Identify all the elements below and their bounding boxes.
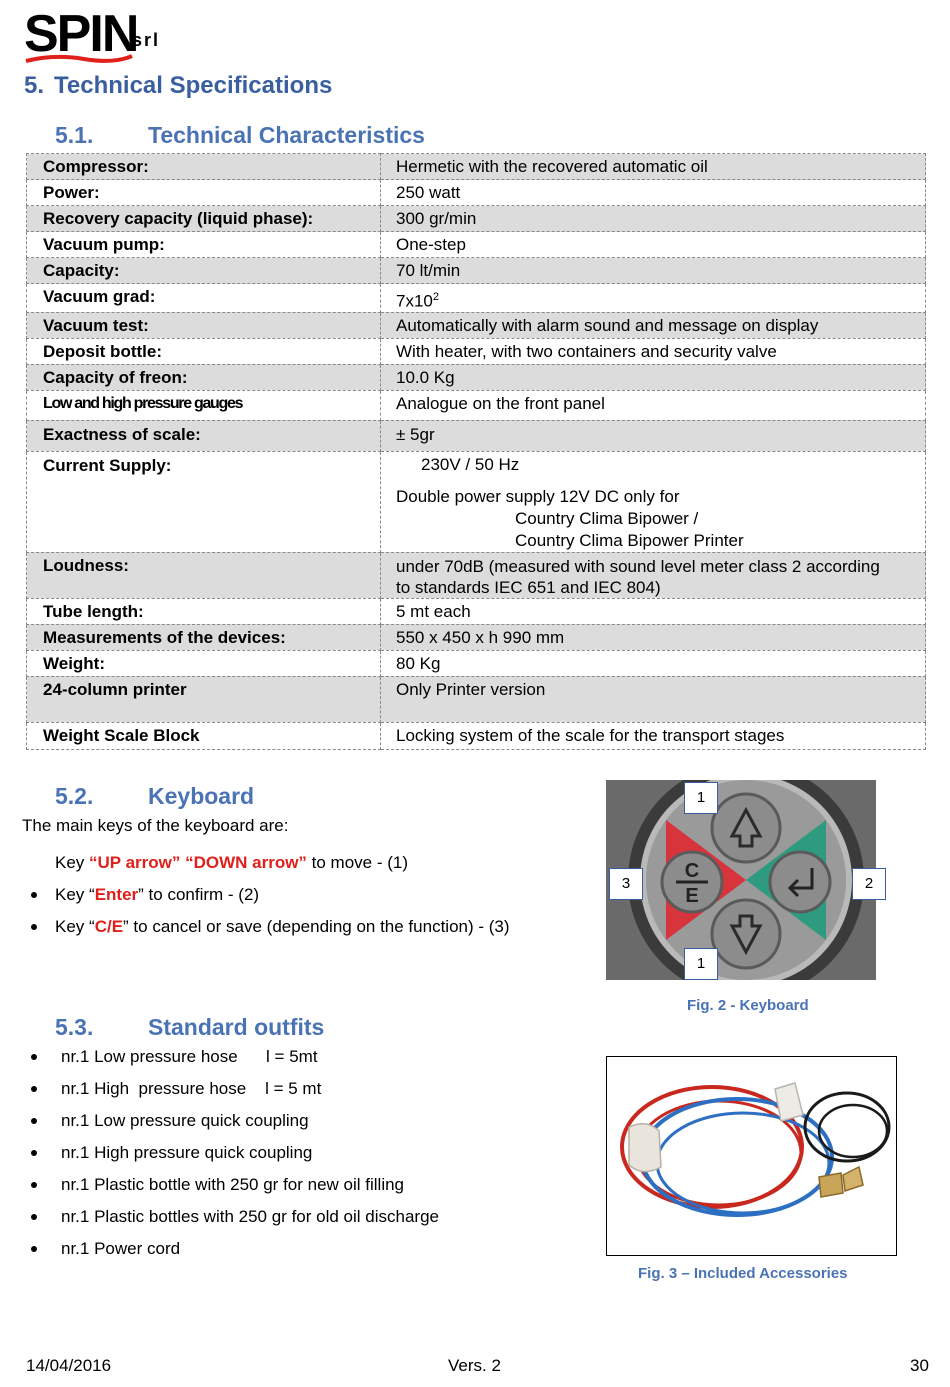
- bullet-dot: [31, 892, 37, 898]
- spec-key: Low and high pressure gauges: [27, 390, 381, 420]
- logo-text: SPIN: [24, 5, 138, 63]
- bullet-dot: [31, 1214, 37, 1220]
- bullet-dot: [31, 1086, 37, 1092]
- key-name-ce: C/E: [94, 917, 124, 936]
- table-row: [27, 624, 926, 650]
- section-title-5-1: [55, 122, 455, 150]
- table-row: [27, 650, 926, 676]
- text-fragment: ” to confirm - (2): [138, 885, 260, 904]
- list-item: nr.1 Plastic bottles with 250 gr for old oil discharge: [61, 1207, 439, 1226]
- key-name-enter: Enter: [94, 885, 139, 904]
- ce-key-label-e: E: [685, 885, 699, 907]
- spec-value: ± 5gr: [381, 420, 926, 451]
- table-row: [27, 284, 926, 313]
- spec-key: 24-column printer: [27, 676, 381, 722]
- bullet-dot: [31, 924, 37, 930]
- table-row: [27, 598, 926, 624]
- text-fragment: to move - (1): [306, 853, 409, 872]
- spec-value: 80 Kg: [381, 650, 926, 676]
- accessories-figure: [606, 1056, 897, 1256]
- text-fragment: Key “: [55, 885, 95, 904]
- spec-value: 300 gr/min: [381, 206, 926, 232]
- plastic-bottle-2: [775, 1083, 803, 1121]
- spec-value-line: Country Clima Bipower Printer: [515, 530, 744, 550]
- table-row: [27, 420, 926, 451]
- bullet-dot: [31, 1182, 37, 1188]
- spec-value: 250 watt: [381, 180, 926, 206]
- specs-table: [26, 153, 926, 750]
- spec-value: Automatically with alarm sound and message on display: [381, 312, 926, 338]
- spec-value: 10.0 Kg: [381, 364, 926, 390]
- up-key: [712, 794, 780, 862]
- accessories-illustration: [607, 1057, 896, 1255]
- spec-value: [381, 552, 926, 598]
- list-item: nr.1 High pressure quick coupling: [61, 1143, 313, 1162]
- spec-key: Capacity:: [27, 258, 381, 284]
- spec-key: Weight Scale Block: [27, 722, 381, 749]
- section-number: 5.2.: [55, 783, 94, 809]
- table-row: [27, 232, 926, 258]
- spec-key: Tube length:: [27, 598, 381, 624]
- figure-caption-keyboard: Fig. 2 - Keyboard: [687, 997, 809, 1014]
- spec-value: Hermetic with the recovered automatic oil: [381, 154, 926, 180]
- down-key: [712, 900, 780, 968]
- spec-value: [381, 451, 926, 552]
- spec-value: One-step: [381, 232, 926, 258]
- spec-value: Locking system of the scale for the transport stages: [381, 722, 926, 749]
- callout-up: 1: [684, 782, 718, 814]
- section-heading: Keyboard: [148, 783, 255, 809]
- bullet-dot: [31, 1054, 37, 1060]
- keyboard-illustration: [606, 780, 876, 980]
- ce-key-label-c: C: [684, 860, 700, 882]
- callout-down: 1: [684, 948, 718, 980]
- section-number: 5.: [24, 72, 45, 99]
- spec-value: Analogue on the front panel: [381, 390, 926, 420]
- spec-key: Exactness of scale:: [27, 420, 381, 451]
- spec-value: Only Printer version: [381, 676, 926, 722]
- spec-value-line: Double power supply 12V DC only for: [396, 486, 680, 506]
- section-heading: Standard outfits: [148, 1014, 325, 1040]
- table-row: [27, 180, 926, 206]
- section-title-5-2: [55, 783, 455, 811]
- spec-value-base: 7x10: [396, 291, 433, 311]
- logo-swoosh: [24, 52, 134, 66]
- section-number: 5.3.: [55, 1014, 94, 1040]
- table-row: [27, 364, 926, 390]
- list-item: nr.1 Plastic bottle with 250 gr for new oil filling: [61, 1175, 405, 1194]
- table-row: [27, 258, 926, 284]
- logo-suffix: srl: [132, 30, 161, 50]
- table-row: [27, 390, 926, 420]
- list-item: nr.1 High pressure hose l = 5 mt: [61, 1079, 322, 1098]
- quick-coupling: [819, 1173, 843, 1197]
- spec-value: [381, 284, 926, 313]
- spec-key: Weight:: [27, 650, 381, 676]
- keyboard-item-ce: [55, 917, 510, 937]
- spec-value-exponent: 2: [432, 291, 439, 303]
- bullet-dot: [31, 1118, 37, 1124]
- spec-key: Compressor:: [27, 154, 381, 180]
- table-row: [27, 451, 926, 552]
- spec-value-line: to standards IEC 651 and IEC 804): [396, 577, 661, 597]
- spec-value-line: Country Clima Bipower /: [515, 508, 699, 528]
- text-fragment: Key: [55, 853, 90, 872]
- spec-value: 5 mt each: [381, 598, 926, 624]
- key-name-down: “DOWN arrow”: [185, 853, 307, 872]
- table-row: [27, 154, 926, 180]
- spec-value-line: 230V / 50 Hz: [421, 454, 520, 474]
- table-row: [27, 312, 926, 338]
- spec-key: Measurements of the devices:: [27, 624, 381, 650]
- table-row: [27, 676, 926, 722]
- list-item: nr.1 Low pressure quick coupling: [61, 1111, 309, 1130]
- table-row: [27, 722, 926, 749]
- section-title-5-3: [55, 1014, 455, 1042]
- enter-key: [770, 852, 830, 912]
- figure-caption-accessories: Fig. 3 – Included Accessories: [638, 1265, 848, 1282]
- spec-key: Current Supply:: [27, 451, 381, 552]
- section-number: 5.1.: [55, 122, 94, 148]
- spec-key: Capacity of freon:: [27, 364, 381, 390]
- table-row: [27, 338, 926, 364]
- keyboard-figure: [606, 780, 876, 980]
- footer-version: Vers. 2: [448, 1356, 501, 1375]
- company-logo: [24, 5, 174, 66]
- table-row: [27, 552, 926, 598]
- spec-key: Vacuum test:: [27, 312, 381, 338]
- keyboard-item-arrows: [55, 853, 408, 873]
- spec-value: 550 x 450 x h 990 mm: [381, 624, 926, 650]
- key-name-up: “UP arrow”: [89, 853, 181, 872]
- bullet-dot: [31, 1246, 37, 1252]
- bullet-dot: [31, 1150, 37, 1156]
- spec-value: With heater, with two containers and security valve: [381, 338, 926, 364]
- spec-key: Deposit bottle:: [27, 338, 381, 364]
- keyboard-intro: The main keys of the keyboard are:: [22, 816, 289, 835]
- plastic-bottle: [629, 1124, 661, 1172]
- spec-key: Loudness:: [27, 552, 381, 598]
- keyboard-item-enter: [55, 885, 259, 905]
- spec-key: Power:: [27, 180, 381, 206]
- list-item: nr.1 Low pressure hose l = 5mt: [61, 1047, 318, 1066]
- callout-ce: 3: [609, 868, 643, 900]
- spec-key: Recovery capacity (liquid phase):: [27, 206, 381, 232]
- spec-key: Vacuum pump:: [27, 232, 381, 258]
- section-title-5: [24, 72, 332, 100]
- spec-key: Vacuum grad:: [27, 284, 381, 313]
- spec-value-line: under 70dB (measured with sound level meter class 2 according: [396, 556, 880, 576]
- callout-enter: 2: [852, 868, 886, 900]
- spec-value: 70 lt/min: [381, 258, 926, 284]
- footer-date: 14/04/2016: [26, 1356, 112, 1375]
- section-heading: Technical Specifications: [54, 72, 333, 99]
- table-row: [27, 206, 926, 232]
- text-fragment: Key “: [55, 917, 95, 936]
- list-item: nr.1 Power cord: [61, 1239, 181, 1258]
- section-heading: Technical Characteristics: [148, 122, 425, 148]
- footer-page-number: 30: [910, 1356, 929, 1375]
- text-fragment: ” to cancel or save (depending on the function) - (3): [123, 917, 510, 936]
